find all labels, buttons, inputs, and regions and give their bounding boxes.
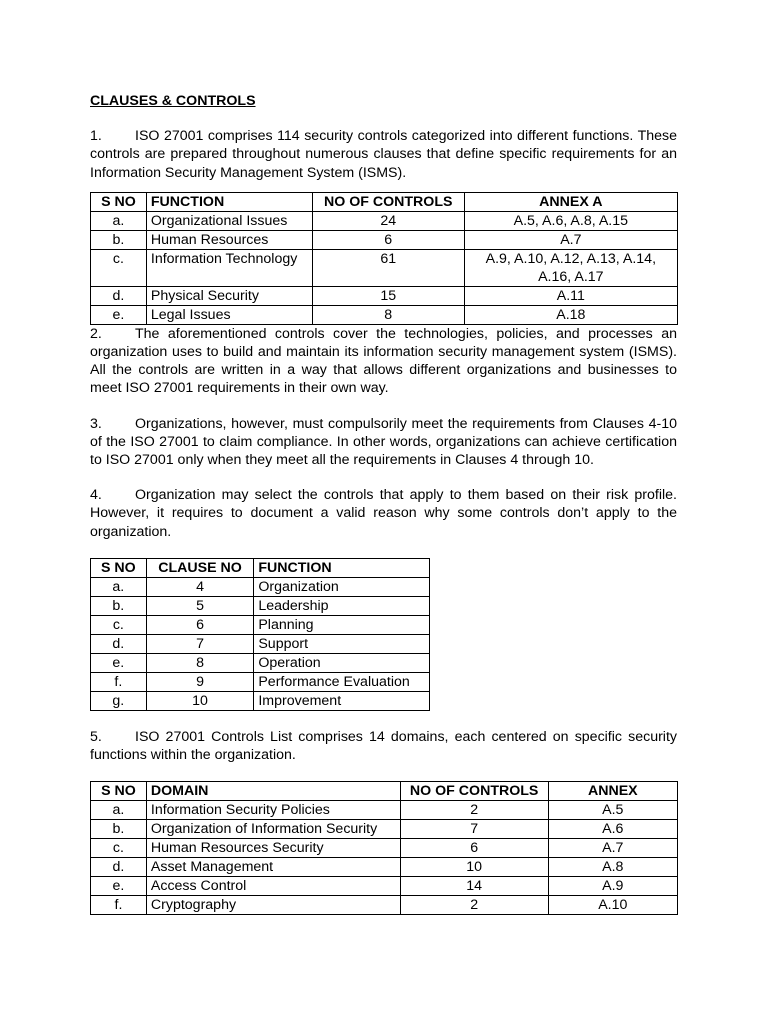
cell-domain: Organization of Information Security bbox=[146, 820, 400, 839]
table-row bbox=[91, 896, 678, 915]
table-row bbox=[91, 839, 678, 858]
cell-sno: e. bbox=[91, 877, 147, 896]
table-row bbox=[91, 820, 678, 839]
paragraph-1 bbox=[90, 127, 677, 182]
cell-sno: b. bbox=[91, 820, 147, 839]
cell-sno: g. bbox=[91, 691, 147, 710]
cell-function: Organization bbox=[254, 577, 430, 596]
cell-function: Support bbox=[254, 634, 430, 653]
cell-controls: 14 bbox=[400, 877, 548, 896]
cell-clause: 7 bbox=[146, 634, 254, 653]
table-row bbox=[91, 305, 678, 324]
cell-controls: 8 bbox=[312, 305, 464, 324]
table-row bbox=[91, 672, 430, 691]
cell-annex: A.10 bbox=[548, 896, 677, 915]
cell-sno: b. bbox=[91, 596, 147, 615]
paragraph-5 bbox=[90, 728, 677, 764]
cell-sno: e. bbox=[91, 653, 147, 672]
cell-function: Organizational Issues bbox=[146, 211, 312, 230]
paragraph-text: ISO 27001 comprises 114 security controls categorized into different functions. These controls are prepared throughout numerous clauses that define specific requirements for an Information Security Management System (ISMS). bbox=[90, 128, 677, 181]
paragraph-4 bbox=[90, 486, 677, 541]
cell-domain: Cryptography bbox=[146, 896, 400, 915]
col-header: NO OF CONTROLS bbox=[400, 782, 548, 801]
cell-controls: 6 bbox=[312, 230, 464, 249]
cell-controls: 15 bbox=[312, 286, 464, 305]
cell-function: Leadership bbox=[254, 596, 430, 615]
cell-domain: Human Resources Security bbox=[146, 839, 400, 858]
col-header: S NO bbox=[91, 558, 147, 577]
table-row bbox=[91, 596, 430, 615]
table-row bbox=[91, 877, 678, 896]
cell-controls: 2 bbox=[400, 896, 548, 915]
cell-function: Performance Evaluation bbox=[254, 672, 430, 691]
col-header: NO OF CONTROLS bbox=[312, 192, 464, 211]
cell-function: Operation bbox=[254, 653, 430, 672]
paragraph-text: ISO 27001 Controls List comprises 14 domains, each centered on specific security functions within the organization. bbox=[90, 728, 677, 764]
page-title: CLAUSES & CONTROLS bbox=[90, 93, 256, 109]
table-row bbox=[91, 801, 678, 820]
table-row bbox=[91, 653, 430, 672]
col-header: S NO bbox=[91, 192, 147, 211]
cell-function: Improvement bbox=[254, 691, 430, 710]
cell-controls: 61 bbox=[312, 249, 464, 286]
paragraph-text: The aforementioned controls cover the technologies, policies, and processes an organization uses to build and maintain its information security management system (ISMS). All the controls are written in a way that allows different organizations and businesses to meet ISO 27001 requirements in their own way. bbox=[90, 325, 677, 397]
table-row bbox=[91, 577, 430, 596]
cell-controls: 24 bbox=[312, 211, 464, 230]
paragraph-number: 1. bbox=[90, 128, 102, 145]
table-row bbox=[91, 286, 678, 305]
cell-annex: A.5 bbox=[548, 801, 677, 820]
domains-table bbox=[90, 781, 678, 915]
paragraph-2 bbox=[90, 325, 677, 398]
table-row bbox=[91, 858, 678, 877]
paragraph-number: 5. bbox=[90, 728, 102, 745]
paragraph-text: Organization may select the controls that apply to them based on their risk profile. However, it requires to document a valid reason why some controls don’t apply to the organization. bbox=[90, 487, 677, 540]
functions-table bbox=[90, 192, 678, 325]
document-content bbox=[90, 92, 677, 915]
cell-function: Physical Security bbox=[146, 286, 312, 305]
cell-controls: 10 bbox=[400, 858, 548, 877]
cell-sno: d. bbox=[91, 858, 147, 877]
cell-controls: 7 bbox=[400, 820, 548, 839]
col-header: ANNEX A bbox=[464, 192, 677, 211]
cell-domain: Asset Management bbox=[146, 858, 400, 877]
cell-sno: d. bbox=[91, 634, 147, 653]
cell-sno: f. bbox=[91, 672, 147, 691]
paragraph-number: 2. bbox=[90, 325, 102, 342]
table-header-row bbox=[91, 558, 430, 577]
cell-clause: 5 bbox=[146, 596, 254, 615]
col-header: DOMAIN bbox=[146, 782, 400, 801]
cell-clause: 10 bbox=[146, 691, 254, 710]
cell-sno: a. bbox=[91, 577, 147, 596]
cell-sno: a. bbox=[91, 211, 147, 230]
cell-function: Planning bbox=[254, 615, 430, 634]
clauses-table bbox=[90, 558, 430, 711]
cell-domain: Information Security Policies bbox=[146, 801, 400, 820]
cell-sno: c. bbox=[91, 249, 147, 286]
cell-annex: A.7 bbox=[548, 839, 677, 858]
cell-controls: 2 bbox=[400, 801, 548, 820]
cell-annex: A.5, A.6, A.8, A.15 bbox=[464, 211, 677, 230]
cell-sno: d. bbox=[91, 286, 147, 305]
cell-annex: A.8 bbox=[548, 858, 677, 877]
cell-annex: A.6 bbox=[548, 820, 677, 839]
cell-sno: e. bbox=[91, 305, 147, 324]
cell-function: Human Resources bbox=[146, 230, 312, 249]
cell-sno: c. bbox=[91, 615, 147, 634]
cell-function: Legal Issues bbox=[146, 305, 312, 324]
cell-clause: 9 bbox=[146, 672, 254, 691]
col-header: CLAUSE NO bbox=[146, 558, 254, 577]
cell-controls: 6 bbox=[400, 839, 548, 858]
paragraph-3 bbox=[90, 415, 677, 470]
paragraph-number: 3. bbox=[90, 415, 102, 432]
table-header-row bbox=[91, 192, 678, 211]
col-header: S NO bbox=[91, 782, 147, 801]
col-header: FUNCTION bbox=[146, 192, 312, 211]
col-header: FUNCTION bbox=[254, 558, 430, 577]
cell-clause: 8 bbox=[146, 653, 254, 672]
table-row bbox=[91, 691, 430, 710]
paragraph-number: 4. bbox=[90, 487, 102, 504]
cell-clause: 4 bbox=[146, 577, 254, 596]
table-row bbox=[91, 615, 430, 634]
cell-function: Information Technology bbox=[146, 249, 312, 286]
table-row bbox=[91, 249, 678, 286]
cell-sno: a. bbox=[91, 801, 147, 820]
cell-annex: A.11 bbox=[464, 286, 677, 305]
cell-clause: 6 bbox=[146, 615, 254, 634]
table-row bbox=[91, 211, 678, 230]
cell-annex: A.9, A.10, A.12, A.13, A.14, A.16, A.17 bbox=[464, 249, 677, 286]
cell-annex: A.7 bbox=[464, 230, 677, 249]
paragraph-text: Organizations, however, must compulsorily meet the requirements from Clauses 4-10 of the ISO 27001 to claim compliance. In other words, organizations can achieve certification to ISO 27001 only when they meet all the requirements in Clauses 4 through 10. bbox=[90, 415, 677, 469]
cell-annex: A.9 bbox=[548, 877, 677, 896]
cell-sno: c. bbox=[91, 839, 147, 858]
cell-sno: f. bbox=[91, 896, 147, 915]
cell-annex: A.18 bbox=[464, 305, 677, 324]
table-row bbox=[91, 230, 678, 249]
cell-domain: Access Control bbox=[146, 877, 400, 896]
table-row bbox=[91, 634, 430, 653]
table-header-row bbox=[91, 782, 678, 801]
cell-sno: b. bbox=[91, 230, 147, 249]
col-header: ANNEX bbox=[548, 782, 677, 801]
